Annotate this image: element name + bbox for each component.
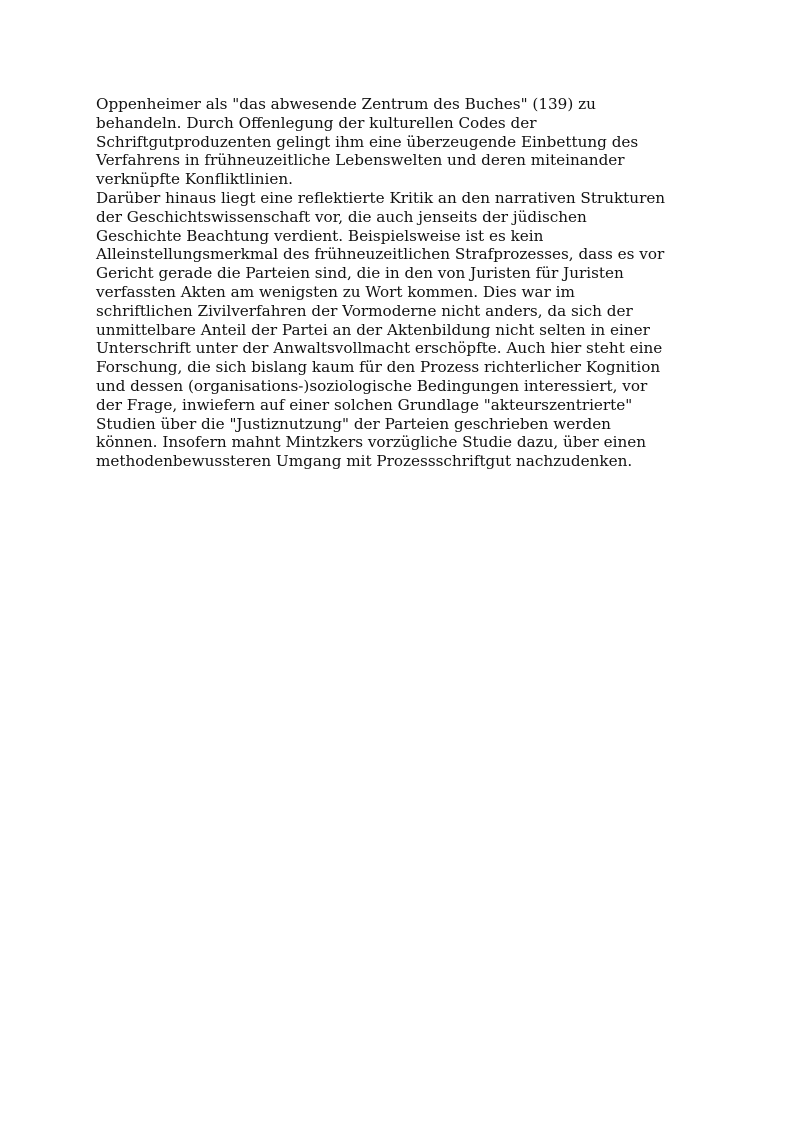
text-line: Forschung, die sich bislang kaum für den Prozess richterlicher Kognition [96, 358, 661, 377]
text-line: verfassten Akten am wenigsten zu Wort kommen. Dies war im [96, 282, 575, 301]
text-line: verknüpfte Konfliktlinien. [96, 170, 293, 189]
paragraph-2 [96, 189, 716, 471]
text-line: können. Insofern mahnt Mintzkers vorzügliche Studie dazu, über einen [96, 433, 647, 452]
text-line: Gericht gerade die Parteien sind, die in den von Juristen für Juristen [96, 264, 624, 283]
text-line: Geschichte Beachtung verdient. Beispielsweise ist es kein [96, 226, 544, 245]
text-line: Unterschrift unter der Anwaltsvollmacht erschöpfte. Auch hier steht eine [96, 339, 663, 358]
text-line: methodenbewussteren Umgang mit Prozessschriftgut nachzudenken. [96, 452, 633, 471]
document-body [96, 95, 716, 471]
text-line: Studien über die "Justiznutzung" der Parteien geschrieben werden [96, 414, 611, 433]
text-line: Darüber hinaus liegt eine reflektierte Kritik an den narrativen Strukturen [96, 188, 666, 207]
text-line: Alleinstellungsmerkmal des frühneuzeitlichen Strafprozesses, dass es vor [96, 245, 665, 264]
text-line: und dessen (organisations-)soziologische Bedingungen interessiert, vor [96, 376, 648, 395]
text-line: Verfahrens in frühneuzeitliche Lebenswelten und deren miteinander [96, 151, 625, 170]
text-line: unmittelbare Anteil der Partei an der Aktenbildung nicht selten in einer [96, 320, 650, 339]
text-line: schriftlichen Zivilverfahren der Vormoderne nicht anders, da sich der [96, 301, 633, 320]
paragraph-1 [96, 95, 716, 189]
text-line: der Frage, inwiefern auf einer solchen Grundlage "akteurszentrierte" [96, 395, 633, 414]
text-line: behandeln. Durch Offenlegung der kulturellen Codes der [96, 113, 537, 132]
text-line: Oppenheimer als "das abwesende Zentrum des Buches" (139) zu [96, 95, 596, 113]
text-line: Schriftgutproduzenten gelingt ihm eine überzeugende Einbettung des [96, 132, 639, 151]
text-line: der Geschichtswissenschaft vor, die auch jenseits der jüdischen [96, 207, 587, 226]
